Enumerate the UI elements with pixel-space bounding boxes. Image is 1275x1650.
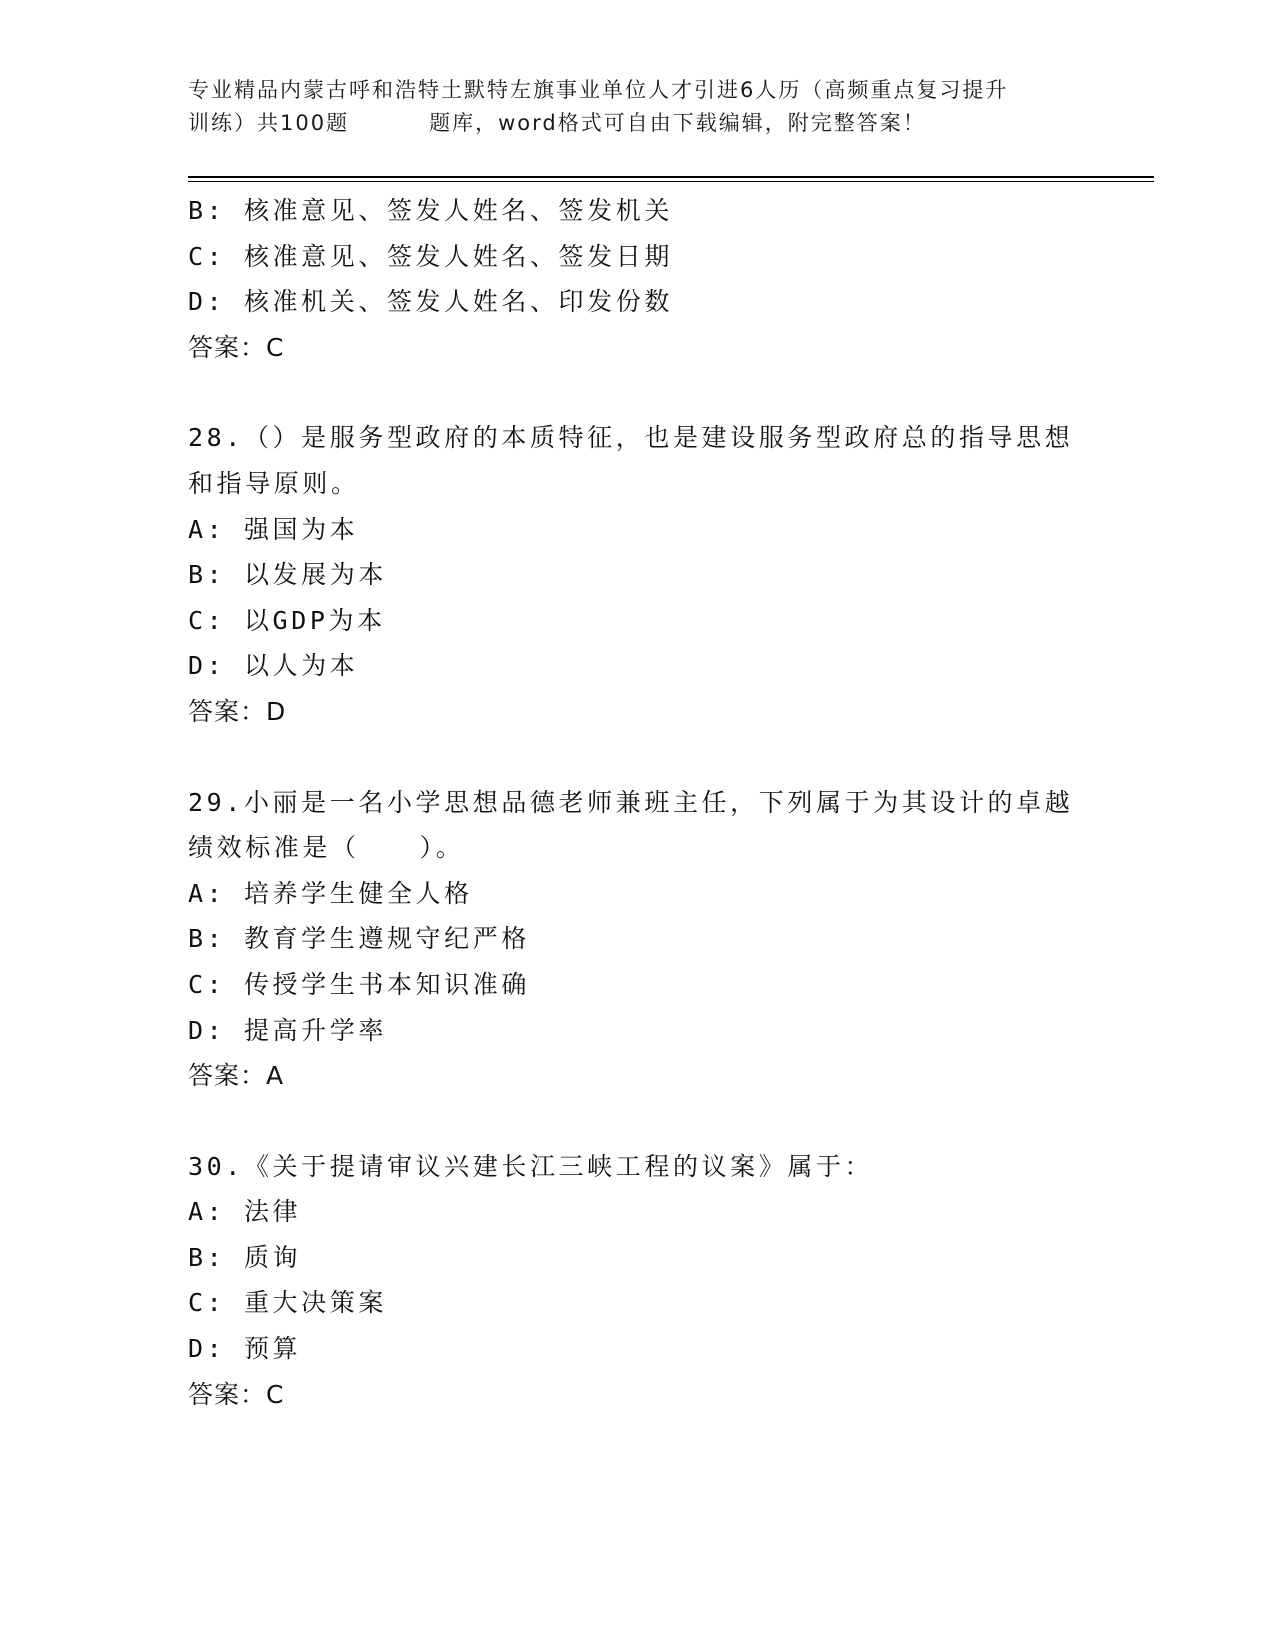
answer: 答案：C [188, 1379, 285, 1409]
question-stem-continued-right: ）。 [419, 833, 465, 863]
question-stem-continued-left: 绩效标准是（ [188, 833, 360, 863]
header-title-line1: 专业精品内蒙古呼和浩特土默特左旗事业单位人才引进6人历（高频重点复习提升 [188, 78, 1009, 102]
option-b: B: 核准意见、签发人姓名、签发机关 [188, 196, 673, 225]
option-d: D: 以人为本 [188, 651, 359, 681]
option-d: D: 核准机关、签发人姓名、印发份数 [188, 287, 673, 317]
option-c: C: 传授学生书本知识准确 [188, 969, 530, 999]
question-30 [188, 1144, 1088, 1418]
page-header [188, 74, 1088, 140]
header-title-line2 [188, 107, 1088, 140]
option-b: B: 质询 [188, 1242, 302, 1272]
question-27 [188, 188, 1088, 370]
question-28 [188, 415, 1088, 734]
answer: 答案：C [188, 332, 285, 362]
option-c: C: 核准意见、签发人姓名、签发日期 [188, 241, 673, 271]
option-c: C: 以GDP为本 [188, 605, 386, 635]
header-title-line2-right: 题库，word格式可自由下载编辑，附完整答案！ [429, 111, 926, 135]
question-list [188, 188, 1088, 1417]
header-title-line2-left: 训练）共100题 [188, 111, 350, 135]
question-stem: 29.小丽是一名小学思想品德老师兼班主任，下列属于为其设计的卓越 [188, 787, 1074, 817]
question-stem-continued [188, 825, 1088, 871]
answer: 答案：D [188, 696, 287, 726]
option-c: C: 重大决策案 [188, 1288, 387, 1318]
header-divider-thick [188, 176, 1154, 178]
question-stem: 30.《关于提请审议兴建长江三峡工程的议案》属于： [188, 1151, 874, 1181]
header-divider-thin [188, 181, 1154, 182]
option-d: D: 提高升学率 [188, 1015, 387, 1045]
option-d: D: 预算 [188, 1334, 302, 1364]
option-a: A: 培养学生健全人格 [188, 878, 473, 908]
option-b: B: 教育学生遵规守纪严格 [188, 924, 530, 954]
question-stem: 28.（）是服务型政府的本质特征，也是建设服务型政府总的指导思想 [188, 423, 1074, 453]
question-stem-continued: 和指导原则。 [188, 468, 360, 498]
option-b: B: 以发展为本 [188, 560, 387, 590]
question-29 [188, 780, 1088, 1099]
answer: 答案：A [188, 1061, 285, 1091]
option-a: A: 强国为本 [188, 514, 359, 544]
option-a: A: 法律 [188, 1197, 302, 1227]
